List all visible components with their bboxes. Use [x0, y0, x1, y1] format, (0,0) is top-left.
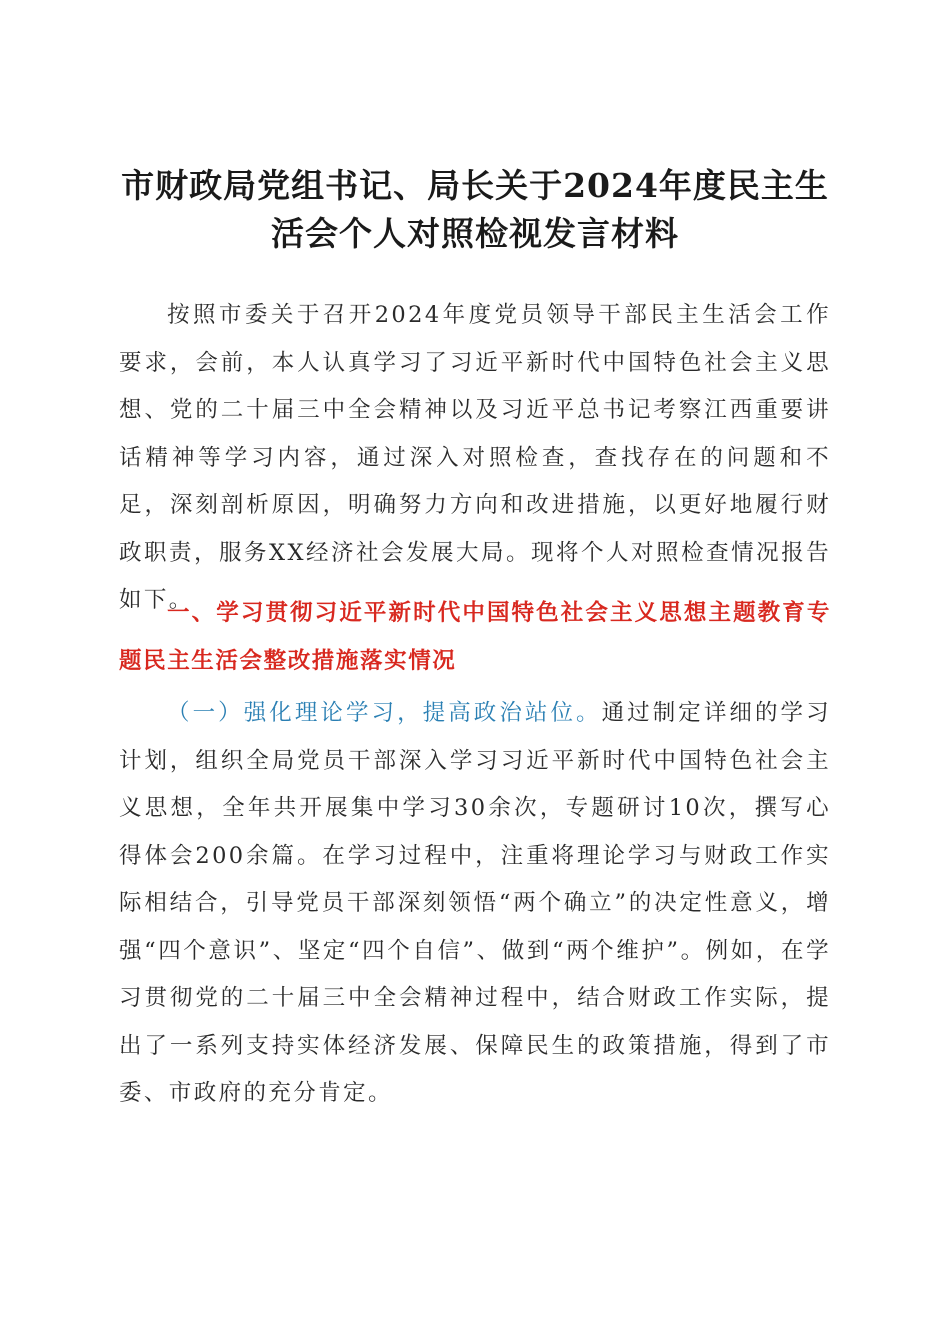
- subsection-1-heading: （一）强化理论学习，提高政治站位。: [167, 700, 602, 726]
- subsection-1-paragraph: [119, 690, 831, 1118]
- subsection-1-body: 通过制定详细的学习计划，组织全局党员干部深入学习习近平新时代中国特色社会主义思想，全年共开展集中学习30余次，专题研讨10次，撰写心得体会200余篇。在学习过程中，注重将理论学习与财政工作实际相结合，引导党员干部深刻领悟“两个确立”的决定性意义，增强“四个意识”、坚定“四个自信”、做到“两个维护”。例如，在学习贯彻党的二十届三中全会精神过程中，结合财政工作实际，提出了一系列支持实体经济发展、保障民生的政策措施，得到了市委、市政府的充分肯定。: [119, 700, 831, 1106]
- document-title-line-1: 市财政局党组书记、局长关于2024年度民主生: [121, 166, 829, 205]
- document-title-line-2: 活会个人对照检视发言材料: [271, 214, 679, 253]
- section-1-heading: 一、学习贯彻习近平新时代中国特色社会主义思想主题教育专题民主生活会整改措施落实情况: [119, 600, 831, 674]
- intro-paragraph: 按照市委关于召开2024年度党员领导干部民主生活会工作要求，会前，本人认真学习了习近平新时代中国特色社会主义思想、党的二十届三中全会精神以及习近平总书记考察江西重要讲话精神等学习内容，通过深入对照检查，查找存在的问题和不足，深刻剖析原因，明确努力方向和改进措施，以更好地履行财政职责，服务XX经济社会发展大局。现将个人对照检查情况报告如下。: [119, 302, 831, 613]
